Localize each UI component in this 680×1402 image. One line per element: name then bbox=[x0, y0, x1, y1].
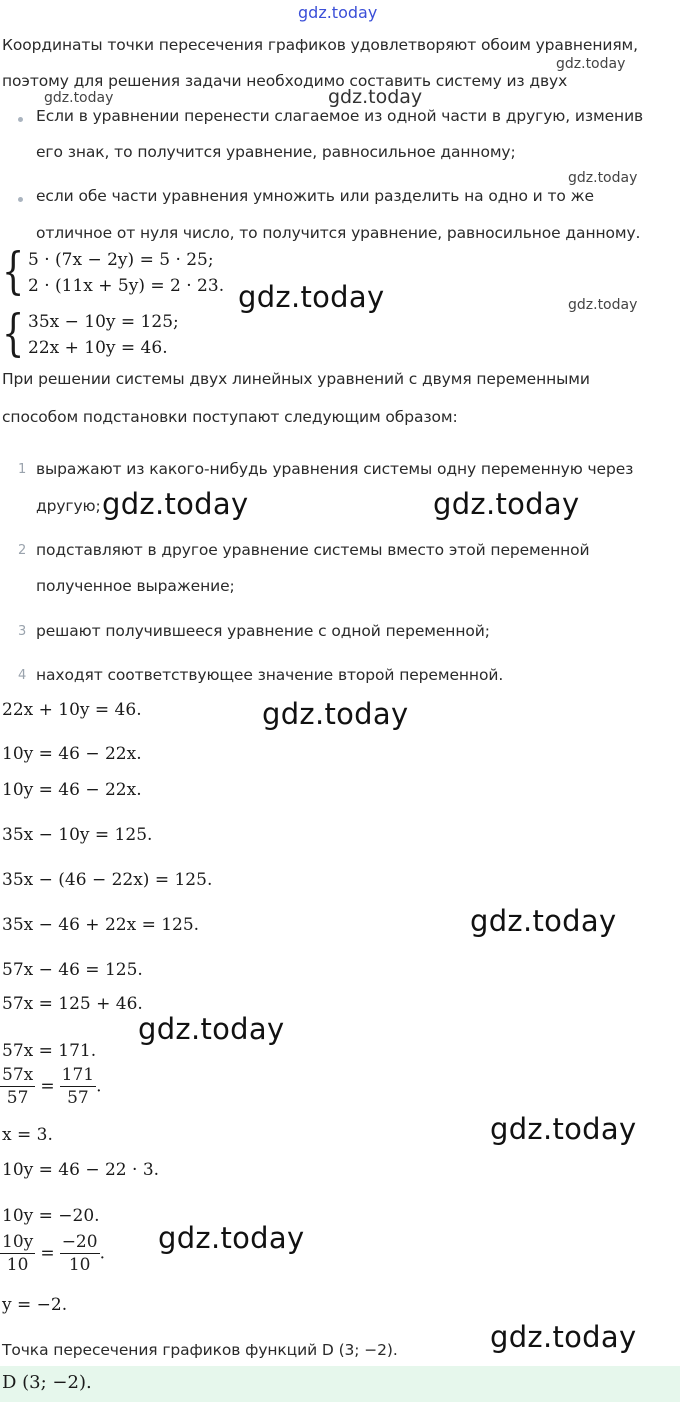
method-line-2: способом подстановки поступают следующим образом: bbox=[2, 408, 458, 426]
step-number: 2 bbox=[18, 543, 27, 558]
rule-1-line-2: его знак, то получится уравнение, равносильное данному; bbox=[36, 143, 516, 161]
system-brace: { bbox=[2, 242, 25, 300]
solution-line: 10y = 46 − 22x. bbox=[2, 780, 142, 800]
watermark: gdz.today bbox=[158, 1221, 305, 1255]
solution-line: 57x = 171. bbox=[2, 1041, 97, 1061]
fraction bbox=[60, 1231, 100, 1276]
step-1-line-2: другую; bbox=[36, 497, 101, 515]
step-4-line-1: находят соответствующее значение второй переменной. bbox=[36, 666, 504, 684]
conclusion-text: Точка пересечения графиков функций D (3; −2). bbox=[2, 1341, 398, 1359]
solution-line: 10y = 46 − 22x. bbox=[2, 744, 142, 764]
watermark: gdz.today bbox=[102, 487, 249, 521]
solution-line: 57x − 46 = 125. bbox=[2, 960, 143, 980]
solution-line: 22x + 10y = 46. bbox=[2, 700, 142, 720]
equals-sign: = bbox=[40, 1076, 55, 1097]
system2-eq1: 35x − 10y = 125; bbox=[28, 312, 179, 332]
fraction bbox=[0, 1064, 35, 1109]
solution-line: 35x − (46 − 22x) = 125. bbox=[2, 870, 213, 890]
y-step: 10y = −20. bbox=[2, 1206, 100, 1226]
step-2-line-2: полученное выражение; bbox=[36, 577, 235, 595]
fraction-x-equation bbox=[0, 1064, 102, 1109]
fraction-numerator: 171 bbox=[61, 1065, 95, 1085]
method-line-1: При решении системы двух линейных уравнений с двумя переменными bbox=[2, 370, 590, 388]
answer-box bbox=[0, 1366, 680, 1402]
watermark: gdz.today bbox=[44, 90, 114, 106]
fraction-y-equation bbox=[0, 1231, 105, 1276]
step-1-line-1: выражают из какого-нибудь уравнения системы одну переменную через bbox=[36, 460, 634, 478]
fraction-denominator: 10 bbox=[68, 1255, 91, 1275]
fraction-numerator: −20 bbox=[61, 1232, 98, 1252]
watermark: gdz.today bbox=[238, 280, 385, 314]
watermark: gdz.today bbox=[490, 1320, 637, 1354]
rule-1-line-1: Если в уравнении перенести слагаемое из одной части в другую, изменив bbox=[36, 107, 644, 125]
watermark: gdz.today bbox=[470, 904, 617, 938]
watermark: gdz.today bbox=[556, 56, 626, 72]
fraction-denominator: 57 bbox=[6, 1088, 29, 1108]
system1-eq1: 5 · (7x − 2y) = 5 · 25; bbox=[28, 250, 214, 270]
solution-line: 57x = 125 + 46. bbox=[2, 994, 143, 1014]
step-number: 3 bbox=[18, 624, 27, 639]
system1-eq2: 2 · (11x + 5y) = 2 · 23. bbox=[28, 276, 225, 296]
step-3-line-1: решают получившееся уравнение с одной переменной; bbox=[36, 622, 490, 640]
watermark: gdz.today bbox=[262, 697, 409, 731]
rule-2-line-1: если обе части уравнения умножить или разделить на одно и то же bbox=[36, 187, 594, 205]
y-result: y = −2. bbox=[2, 1295, 68, 1315]
intro-line-1: Координаты точки пересечения графиков удовлетворяют обоим уравнениям, bbox=[2, 36, 638, 54]
step-number: 4 bbox=[18, 668, 27, 683]
watermark: gdz.today bbox=[138, 1012, 285, 1046]
answer-text: D (3; −2). bbox=[2, 1372, 92, 1393]
solution-line: 35x − 10y = 125. bbox=[2, 825, 153, 845]
watermark: gdz.today bbox=[568, 297, 638, 313]
step-number: 1 bbox=[18, 462, 27, 477]
intro-line-2: поэтому для решения задачи необходимо составить систему из двух bbox=[2, 72, 568, 90]
system2-eq2: 22x + 10y = 46. bbox=[28, 338, 168, 358]
watermark: gdz.today bbox=[433, 487, 580, 521]
watermark: gdz.today bbox=[568, 170, 638, 186]
equals-sign: = bbox=[40, 1243, 55, 1264]
watermark: gdz.today bbox=[328, 86, 423, 108]
watermark: gdz.today bbox=[490, 1112, 637, 1146]
step-2-line-1: подставляют в другое уравнение системы вместо этой переменной bbox=[36, 541, 590, 559]
fraction-numerator: 57x bbox=[2, 1065, 34, 1085]
fraction-denominator: 57 bbox=[67, 1088, 89, 1108]
rule-2-line-2: отличное от нуля число, то получится уравнение, равносильное данному. bbox=[36, 224, 641, 242]
y-step: 10y = 46 − 22 · 3. bbox=[2, 1160, 160, 1180]
watermark-top: gdz.today bbox=[298, 3, 378, 22]
fraction-numerator: 10y bbox=[2, 1232, 34, 1252]
period: . bbox=[99, 1243, 105, 1264]
period: . bbox=[96, 1076, 102, 1097]
system-brace: { bbox=[2, 304, 25, 362]
fraction bbox=[60, 1064, 96, 1109]
fraction-denominator: 10 bbox=[6, 1255, 29, 1275]
bullet-icon bbox=[18, 117, 23, 122]
x-result: x = 3. bbox=[2, 1125, 53, 1145]
fraction bbox=[0, 1231, 35, 1276]
bullet-icon bbox=[18, 197, 23, 202]
solution-line: 35x − 46 + 22x = 125. bbox=[2, 915, 200, 935]
